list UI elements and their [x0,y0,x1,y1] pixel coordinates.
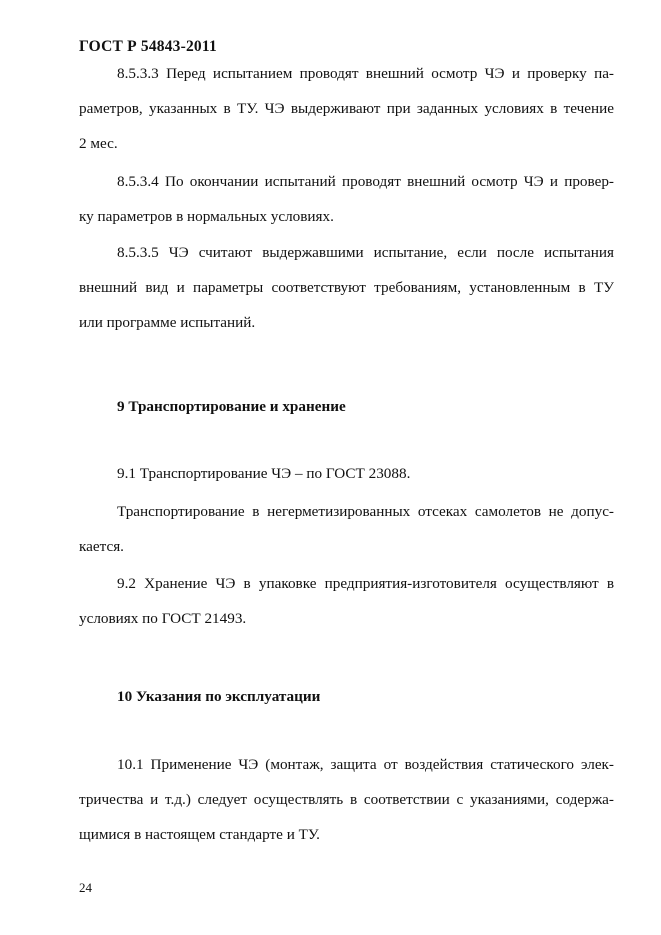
section-9-heading: 9 Транспортирование и хранение [117,398,346,415]
paragraph-9-1-line-1: 9.1 Транспортирование ЧЭ – по ГОСТ 23088. [117,465,411,482]
paragraph-9-1b-line-1: Транспортирование в негерметизированных отсеках самолетов не допус- [117,503,614,520]
paragraph-8-5-3-4-line-1: 8.5.3.4 По окончании испытаний проводят внешний осмотр ЧЭ и провер- [117,173,614,190]
paragraph-10-1-line-1: 10.1 Применение ЧЭ (монтаж, защита от воздействия статического элек- [117,756,614,773]
document-header: ГОСТ Р 54843-2011 [79,38,217,55]
section-10-heading: 10 Указания по эксплуатации [117,688,321,705]
paragraph-8-5-3-3-line-2: раметров, указанных в ТУ. ЧЭ выдерживают при заданных условиях в течение [79,100,614,117]
paragraph-8-5-3-5-line-1: 8.5.3.5 ЧЭ считают выдержавшими испытание, если после испытания [117,244,614,261]
paragraph-8-5-3-3-line-1: 8.5.3.3 Перед испытанием проводят внешний осмотр ЧЭ и проверку па- [117,65,614,82]
paragraph-8-5-3-5-line-2: внешний вид и параметры соответствуют требованиям, установленным в ТУ [79,279,614,296]
paragraph-8-5-3-4-line-2: ку параметров в нормальных условиях. [79,208,334,225]
paragraph-10-1-line-2: тричества и т.д.) следует осуществлять в соответствии с указаниями, содержа- [79,791,614,808]
paragraph-8-5-3-5-line-3: или программе испытаний. [79,314,256,331]
paragraph-8-5-3-3-line-3: 2 мес. [79,135,118,152]
paragraph-9-2-line-1: 9.2 Хранение ЧЭ в упаковке предприятия-изготовителя осуществляют в [117,575,614,592]
paragraph-9-1b-line-2: кается. [79,538,124,555]
paragraph-10-1-line-3: щимися в настоящем стандарте и ТУ. [79,826,320,843]
paragraph-9-2-line-2: условиях по ГОСТ 21493. [79,610,247,627]
page-number: 24 [79,880,92,895]
